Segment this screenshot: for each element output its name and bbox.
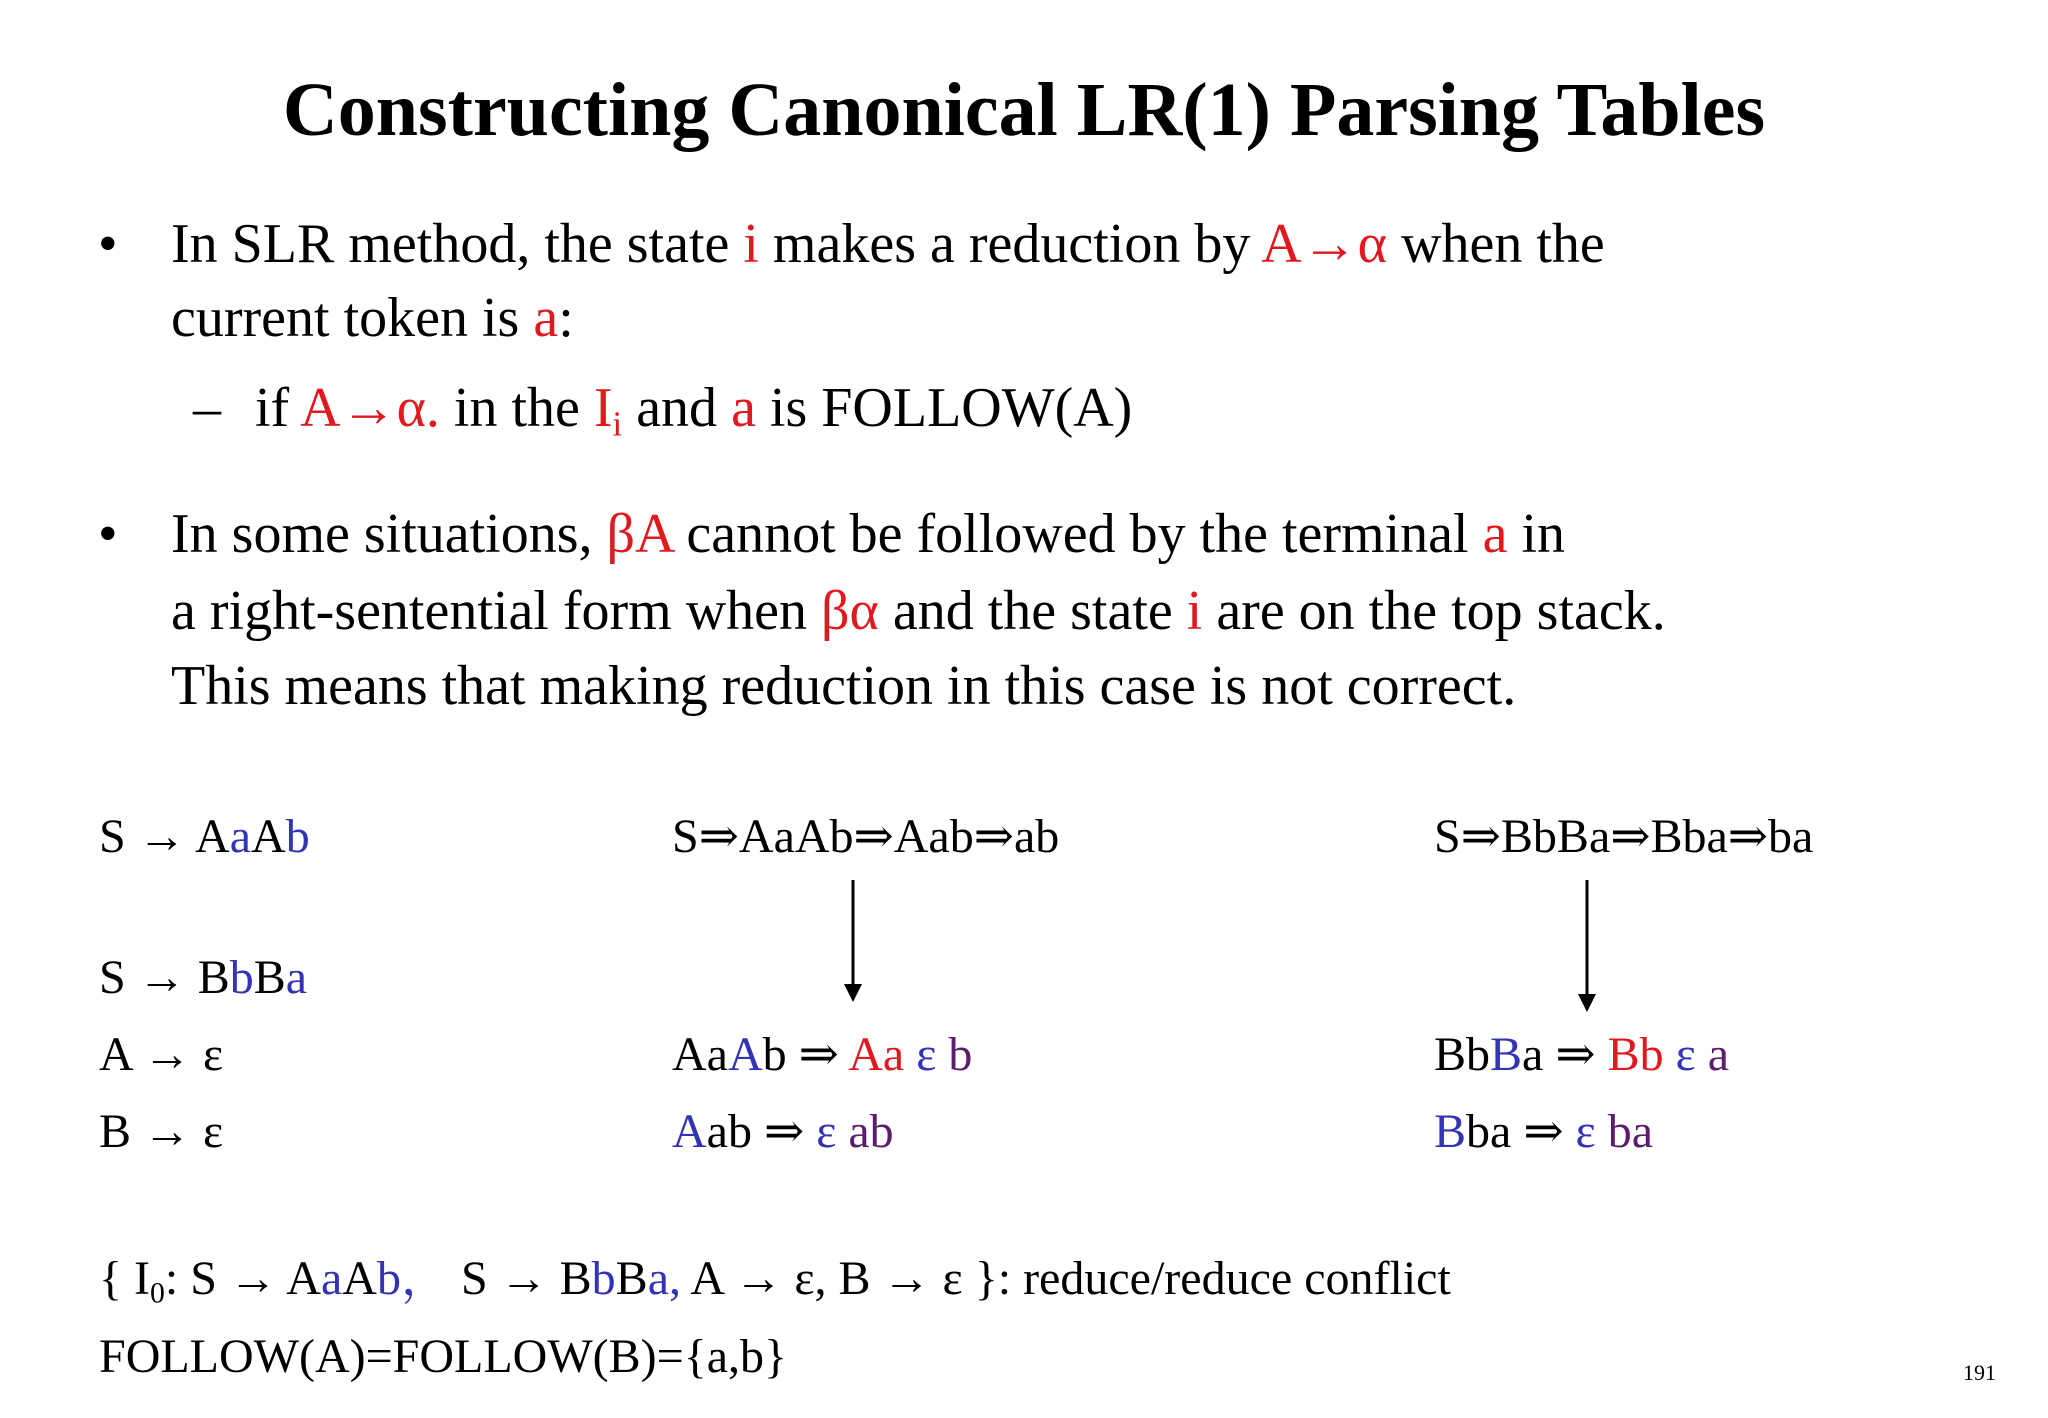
bullet-1-line-2: current token is a: (171, 287, 574, 349)
grammar-rule-1: S → AaAb (99, 810, 310, 863)
down-arrow-2 (1578, 880, 1596, 1012)
derivation-2-step-1: BbBa ⇒ Bb ε a (1434, 1028, 1730, 1081)
grammar-rule-4: B → ε (99, 1105, 224, 1158)
bullet-marker: • (98, 213, 118, 275)
derivation-2-step-2: Bba ⇒ ε ba (1434, 1105, 1654, 1158)
derivation-1-step-1: AaAb ⇒ Aa ε b (672, 1028, 973, 1081)
bullet-marker: • (98, 503, 118, 565)
sub-bullet-dash: – (193, 377, 221, 439)
derivation-1-step-2: Aab ⇒ ε ab (672, 1105, 894, 1158)
slide-title: Constructing Canonical LR(1) Parsing Tables (282, 68, 1766, 152)
bullet-1-line-1: In SLR method, the state i makes a reduction by A→α when the (171, 213, 1605, 275)
state-i0-conflict: { $I_0$: S → AaAb， S → BbBa, A → ε, B → ε }: reduce/reduce conflict (99, 1252, 1451, 1310)
bullet-2-line-1: In some situations, βA cannot be followed by the terminal a in (171, 503, 1565, 565)
follow-sets: FOLLOW(A)=FOLLOW(B)={a,b} (99, 1330, 788, 1383)
grammar-rule-3: A → ε (99, 1028, 224, 1081)
down-arrow-1 (844, 880, 862, 1002)
grammar-rule-2: S → BbBa (99, 951, 308, 1004)
derivation-1-chain: S⇒AaAb⇒Aab⇒ab (672, 810, 1060, 863)
derivation-2-chain: S⇒BbBa⇒Bba⇒ba (1434, 810, 1814, 863)
page-number: 191 (1963, 1360, 1996, 1385)
bullet-2-line-2: a right-sentential form when βα and the state i are on the top stack. (171, 580, 1666, 642)
sub-bullet-line: if A→α. in the $I_i$ and a is FOLLOW(A) (255, 377, 1133, 444)
bullet-2-line-3: This means that making reduction in this case is not correct. (171, 655, 1517, 717)
